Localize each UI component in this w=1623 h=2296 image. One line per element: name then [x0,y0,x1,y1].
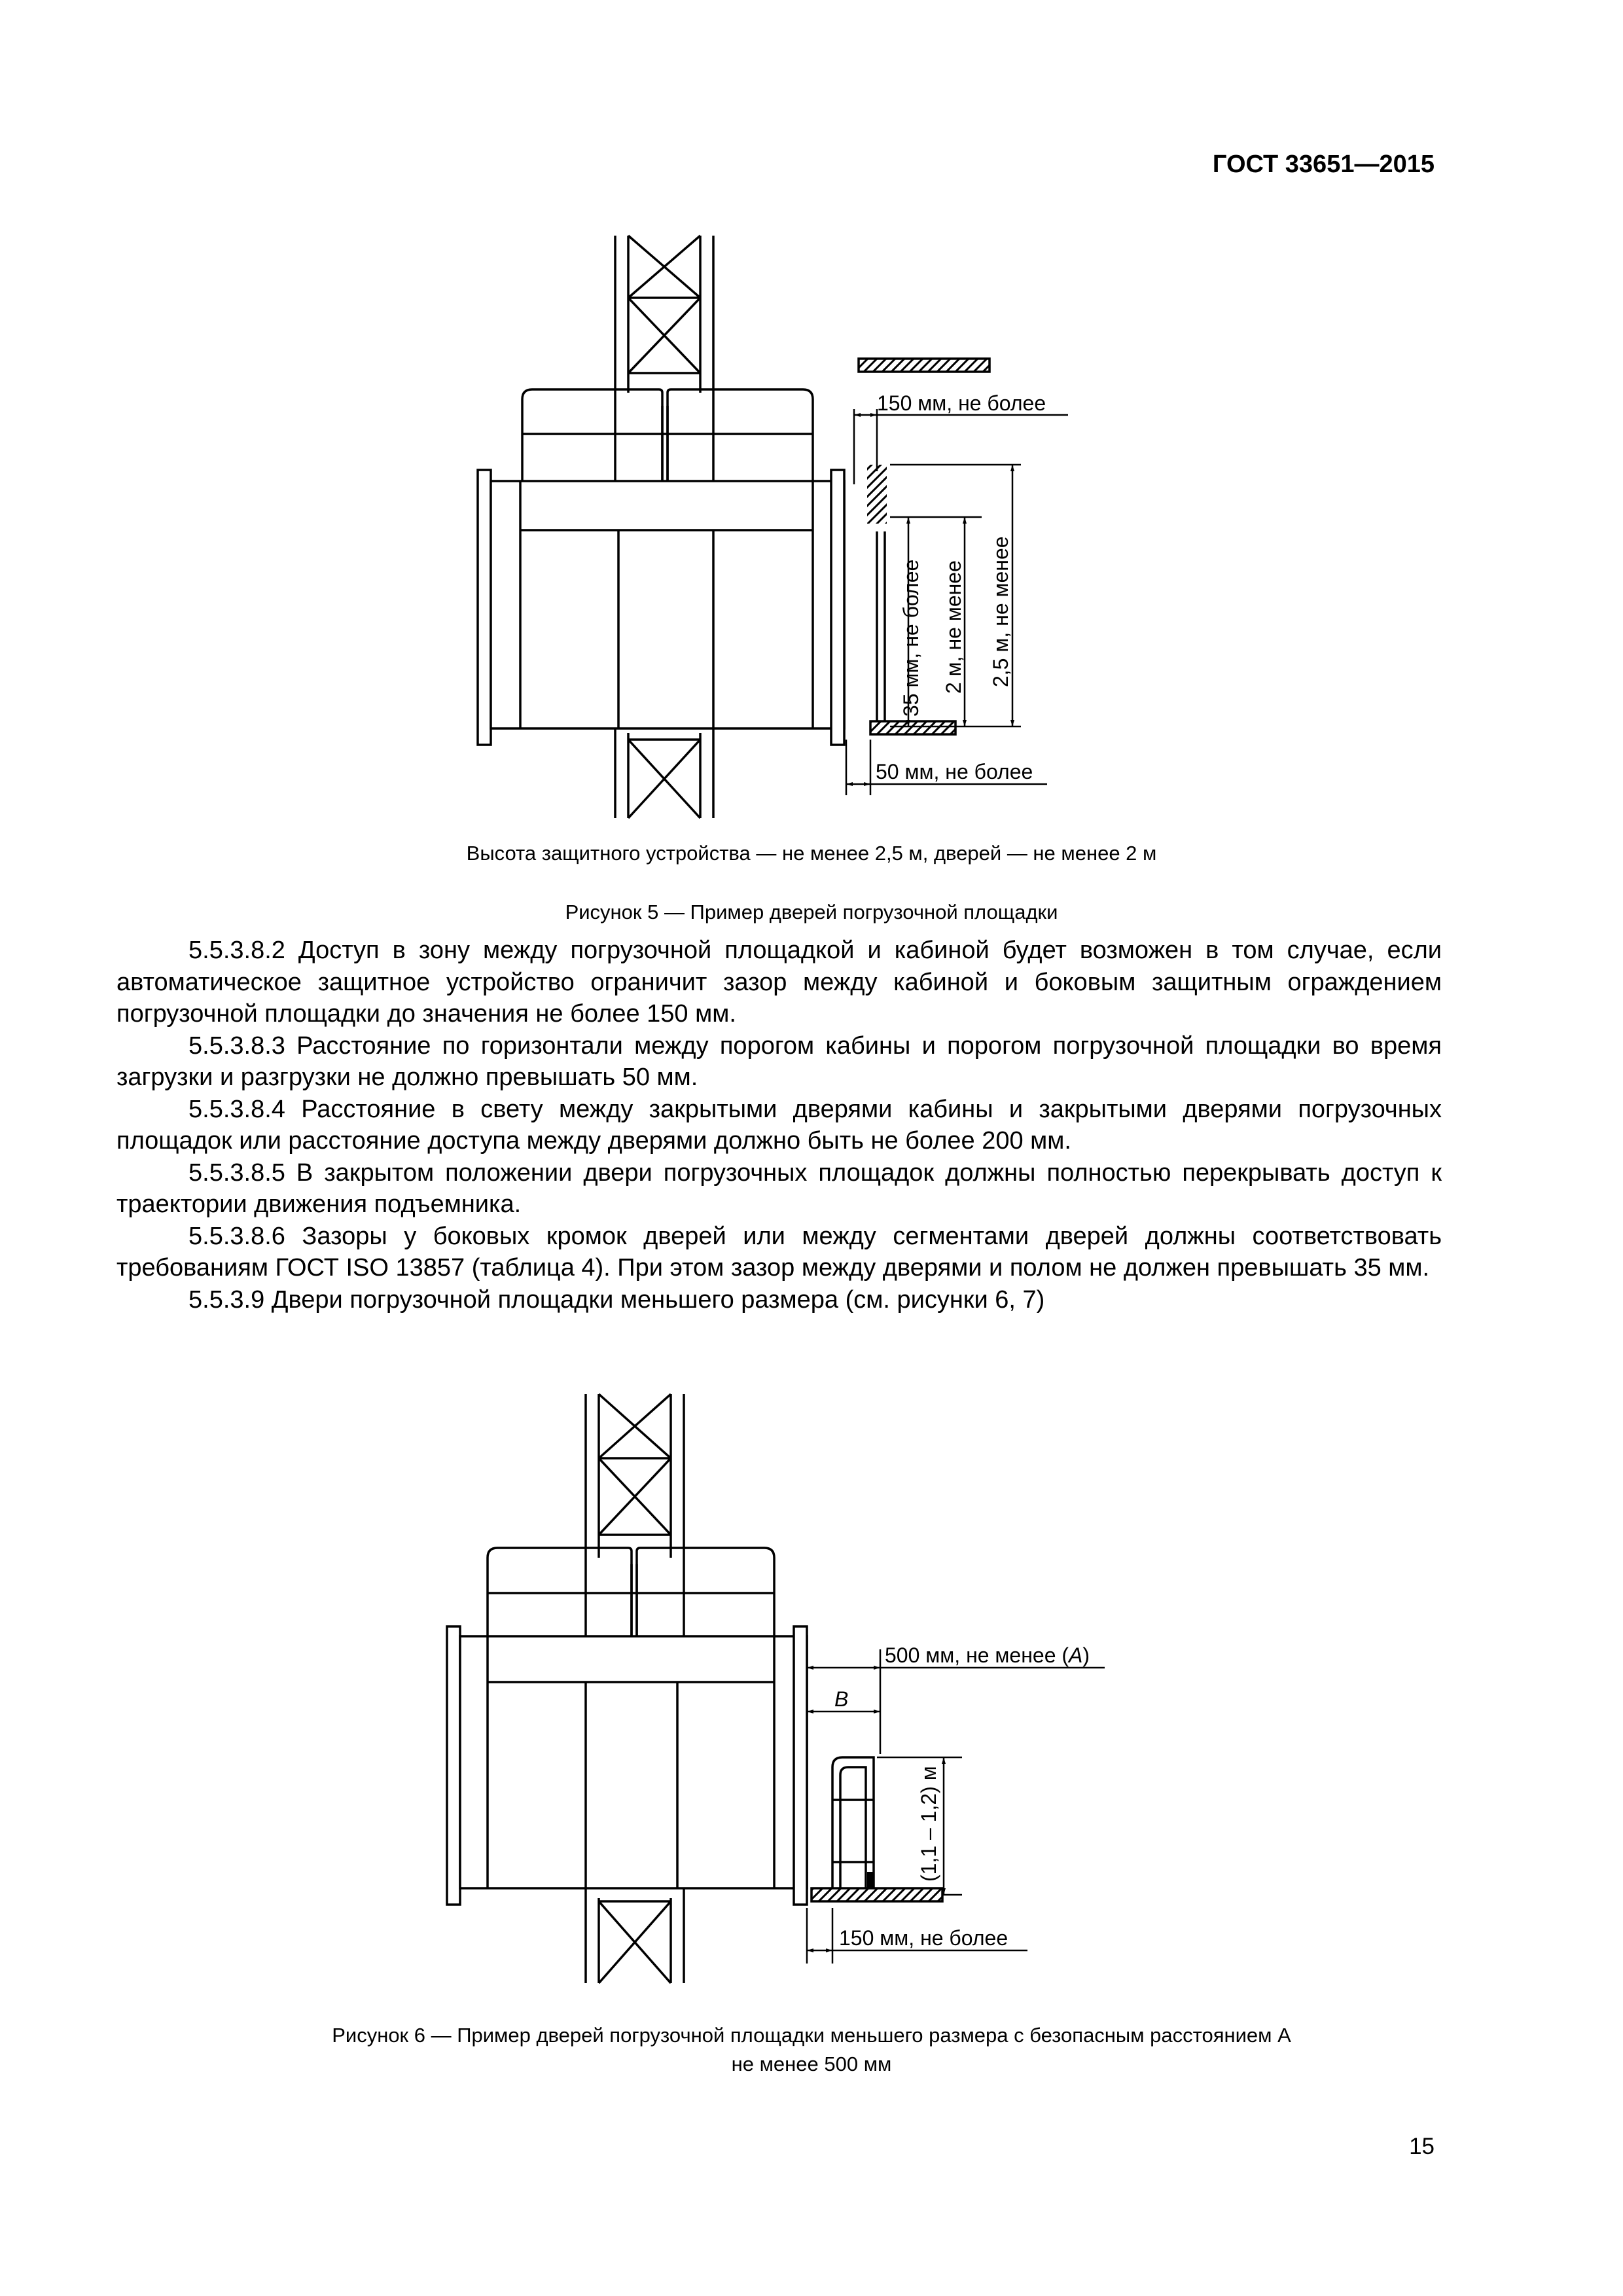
dim-height-label: (1,1 – 1,2) м [917,1766,940,1882]
figure-5 [0,0,1623,838]
paragraph-5-5-3-9: 5.5.3.9 Двери погрузочной площадки меньшего размера (см. рисунки 6, 7) [188,1285,1045,1314]
paragraph-5-5-3-8-3: 5.5.3.8.3 Расстояние по горизонтали между порогом кабины и порогом погрузочной площадки во время загрузки и разгрузки не должно превышать 50 мм. [116,1031,1442,1091]
dim-150-label-fig6: 150 мм, не более [839,1926,1008,1950]
figure-5-caption: Рисунок 5 — Пример дверей погрузочной площадки [565,901,1058,924]
body-text [116,935,1442,1316]
dim-25m-label: 2,5 м, не менее [989,536,1012,687]
dim-500-label: 500 мм, не менее (A) [885,1643,1090,1667]
figure-6-caption-line2: не менее 500 мм [731,2053,892,2075]
dimension-lines-fig6 [807,1649,1105,1964]
page-number: 15 [1409,2134,1435,2159]
dim-2m-label: 2 м, не менее [942,560,965,694]
paragraph-5-5-3-8-5: 5.5.3.8.5 В закрытом положении двери погрузочных площадок должны полностью перекрывать доступ к траектории движения подъемника. [116,1158,1442,1218]
figure-6 [0,1374,1623,2016]
cage-railing-fig6 [488,1548,774,1636]
document-header: ГОСТ 33651—2015 [1212,151,1435,178]
figure-5-drawing [0,0,1623,838]
dim-150-label: 150 мм, не более [877,391,1046,415]
paragraph-5-5-3-8-2: 5.5.3.8.2 Доступ в зону между погрузочной площадкой и кабиной будет возможен в том случае, если автоматическое защитное устройство ограничит зазор между кабиной и боковым защитным ограждением погрузочной площадки до значения не более 150 мм. [116,937,1442,1028]
dim-50-label: 50 мм, не более [876,760,1033,783]
dim-35-label: 35 мм, не более [899,559,923,717]
figure-6-caption [157,2021,1466,2079]
paragraph-5-5-3-8-6: 5.5.3.8.6 Зазоры у боковых кромок дверей или между сегментами дверей должны соответствовать требованиям ГОСТ ISO 13857 (таблица 4). При этом зазор между дверями и полом не должен превышать 35 мм. [116,1222,1442,1282]
figure-6-caption-line1: Рисунок 6 — Пример дверей погрузочной площадки меньшего размера с безопасным расстоянием А [332,2024,1291,2047]
figure-6-drawing [0,1374,1623,2016]
figure-5-note: Высота защитного устройства — не менее 2,5 м, дверей — не менее 2 м [466,842,1157,865]
cage-body-fig6 [447,1626,807,1905]
paragraph-5-5-3-8-4: 5.5.3.8.4 Расстояние в свету между закрытыми дверями кабины и закрытыми дверями погрузочных площадок или расстояние доступа между дверями должно быть не более 200 мм. [116,1095,1442,1155]
cage-body [478,470,844,745]
dim-b-label: B [834,1687,849,1711]
cage-railing [522,389,813,481]
